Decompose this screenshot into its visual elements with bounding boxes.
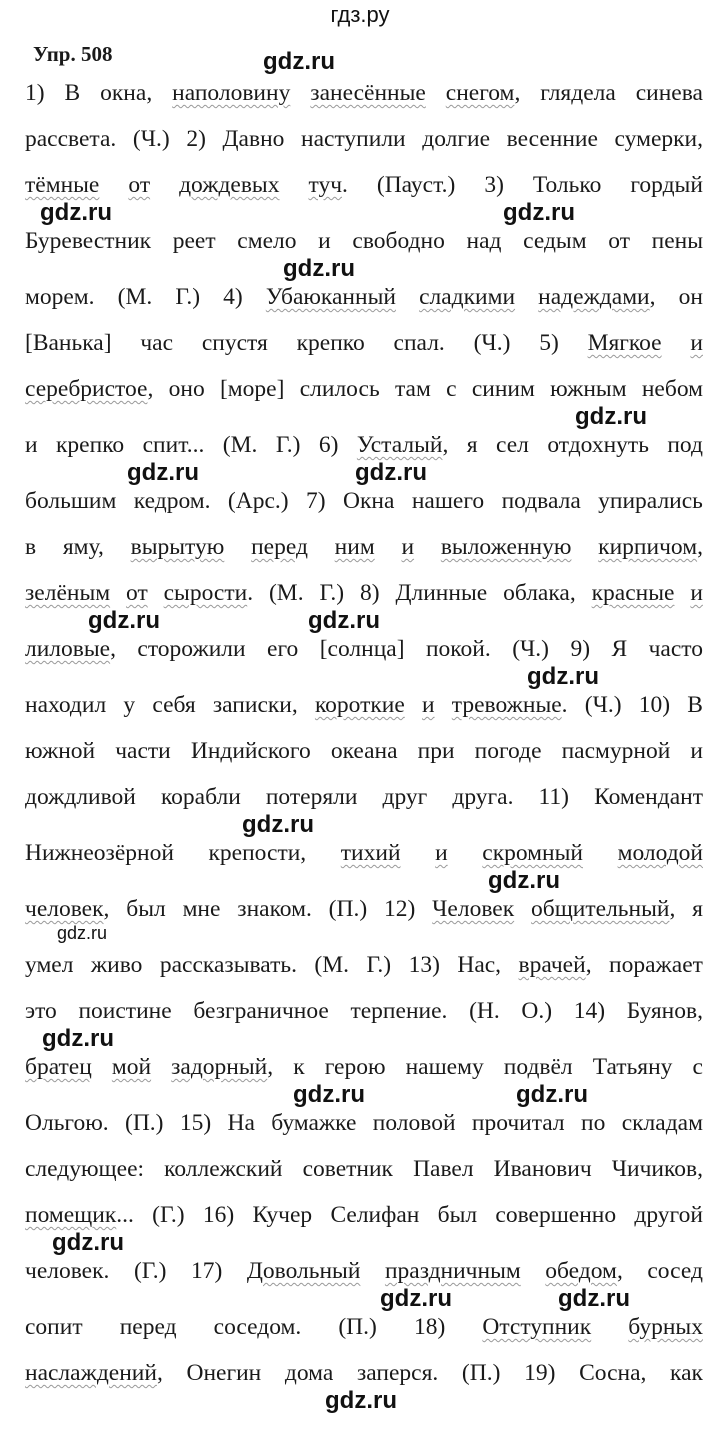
word: долгие [422,126,491,152]
word: безграничное [193,998,329,1024]
word: наслаждений, [25,1360,163,1386]
text-line [25,228,703,254]
word: дождевых [179,172,280,198]
word: О.) [521,998,553,1024]
word: весенние [506,126,598,152]
word: (Н. [469,998,500,1024]
word: Длинные [395,580,488,606]
word: и [690,738,703,764]
word: океана [330,738,398,764]
word: [солнца] [319,636,405,662]
watermark: gdz.ru [355,459,427,486]
word: Иванович [493,1156,592,1182]
word: гордый [630,172,703,198]
word: это [25,998,57,1024]
word: при [417,738,455,764]
word: оно [168,376,205,402]
word: серебристое, [25,376,154,402]
word: 18) [413,1314,446,1340]
text-line [25,1314,703,1340]
watermark: gdz.ru [283,255,355,282]
text-line [25,1156,703,1182]
watermark: gdz.ru [503,199,575,226]
word: (П.) [338,1314,377,1340]
word: молодой [617,840,703,866]
word: зелёным [25,580,111,606]
text-line [25,692,703,718]
word: кедром. [133,488,211,514]
word: ним [334,534,375,560]
word: находил [25,692,107,718]
word: седым [523,228,587,254]
word: облака, [503,580,576,606]
word: 9) [570,636,591,662]
word: 5) [539,330,559,356]
word: 13) [408,952,440,978]
word: был [126,896,166,922]
word: Я [611,636,628,662]
word: Довольный [246,1258,361,1284]
word: (Арс.) [227,488,289,514]
word: совершенно [495,1202,617,1228]
word: туч. [308,172,348,198]
word: там [394,376,431,402]
word: (П.) [461,1360,501,1386]
text-line [25,432,703,458]
word: Кучер [252,1202,313,1228]
text-line [25,126,703,152]
word: Г.) [366,952,392,978]
word: наступили [301,126,406,152]
word: помещик... [25,1202,134,1228]
text-line [25,896,703,922]
word: от [126,580,148,606]
word: человек, [25,896,110,922]
word: рассвета. [25,126,117,152]
word: Давно [222,126,285,152]
word: занесённые [310,80,426,106]
watermark: gdz.ru [558,1285,630,1312]
word: наполовину [172,80,291,106]
word: дождливой [25,784,136,810]
word: и [690,330,703,356]
word: пасмурной [561,738,671,764]
word: сырости. [163,580,254,606]
text-line [25,998,703,1024]
word: Онегин [186,1360,262,1386]
word: мне [182,896,221,922]
word: Мягкое [587,330,662,356]
word: тихий [340,840,401,866]
word: 11) [538,784,569,810]
word: прочитал [471,1110,565,1136]
watermark: gdz.ru [40,199,112,226]
word: другой [634,1202,703,1228]
word: (П.) [328,896,368,922]
text-line [25,738,703,764]
word: (М. [117,284,153,310]
word: заперся. [356,1360,439,1386]
word: В [64,80,81,106]
word: (Ч.) [584,692,622,718]
word: и [25,432,38,458]
word: Г.) [175,284,201,310]
word: Буревестник [25,228,152,254]
word: Буянов, [626,998,703,1024]
word: Селифан [330,1202,420,1228]
word: мой [111,1054,152,1080]
word: свободно [352,228,445,254]
word: выложенную [440,534,572,560]
text-line [25,1110,703,1136]
word: большим [25,488,117,514]
word: он [678,284,703,310]
watermark: gdz.ru [488,867,560,894]
word: надеждами, [538,284,656,310]
watermark: gdz.ru [308,607,380,634]
text-line [25,330,703,356]
watermark: gdz.ru [42,1025,114,1052]
word: я [692,896,703,922]
word: синева [635,80,703,106]
word: подвёл [503,1054,573,1080]
word: красные [591,580,675,606]
word: окна, [100,80,153,106]
word: себя [152,692,196,718]
word: небом [641,376,703,402]
word: (Г.) [152,1202,185,1228]
word: Только [532,172,602,198]
word: 2) [186,126,206,152]
word: Ольгою. [25,1110,109,1136]
word: сумерки, [614,126,703,152]
word: части [115,738,171,764]
word: отдохнуть [547,432,649,458]
word: Индийского [190,738,311,764]
word: спит... [142,432,205,458]
word: врачей, [518,952,592,978]
word: пены [651,228,703,254]
word: спал. [393,330,445,356]
word: 3) [484,172,504,198]
word: подвала [501,488,581,514]
word: складам [621,1110,703,1136]
word: задорный, [171,1054,274,1080]
word: корабли [160,784,241,810]
word: 1) [25,80,45,106]
watermark: gdz.ru [127,459,199,486]
word: лиловые, [25,636,116,662]
word: час [140,330,174,356]
word: 19) [524,1360,556,1386]
word: Татьяну [592,1054,673,1080]
word: перед [251,534,308,560]
word: Павел [413,1156,474,1182]
word: (Пауст.) [376,172,456,198]
word: коллежский [164,1156,283,1182]
text-line [25,636,703,662]
word: 14) [573,998,606,1024]
word: герою [324,1054,386,1080]
word: сладкими [419,284,516,310]
word: Человек [432,896,515,922]
word: нашего [411,488,485,514]
word: Г.) [319,580,345,606]
word: спустя [201,330,268,356]
word: крепости, [208,840,307,866]
text-line [25,284,703,310]
word: с [692,1054,703,1080]
word: 8) [360,580,380,606]
word: умел [25,952,74,978]
word: поистине [78,998,172,1024]
word: кирпичом, [598,534,703,560]
word: потеряли [265,784,358,810]
word: сосед [647,1258,703,1284]
word: от [608,228,630,254]
word: дома [284,1360,334,1386]
word: следующее: [25,1156,145,1182]
word: в [25,534,37,560]
word: к [293,1054,305,1080]
watermark: gdz.ru [293,1081,365,1108]
word: и [690,580,703,606]
word: скромный [482,840,583,866]
word: снегом, [445,80,521,106]
word: (П.) [125,1110,164,1136]
word: праздничным [384,1258,521,1284]
word: 4) [223,284,243,310]
word: записки, [212,692,298,718]
word: (М. [222,432,258,458]
text-line [25,172,703,198]
word: человек. [25,1258,110,1284]
word: [море] [219,376,285,402]
word: у [123,692,136,718]
word: нашему [405,1054,484,1080]
word: вырытую [130,534,225,560]
word: В [687,692,703,718]
site-header: гдз.ру [330,2,390,27]
word: южным [550,376,627,402]
text-line [25,840,703,866]
word: короткие [314,692,405,718]
text-line [25,534,703,560]
word: 10) [638,692,671,718]
word: 12) [384,896,416,922]
word: и [422,692,435,718]
word: перед [119,1314,177,1340]
word: Усталый, [356,432,449,458]
word: бурных [628,1314,703,1340]
word: (М. [314,952,350,978]
text-line [25,1202,703,1228]
word: братец [25,1054,92,1080]
watermark: gdz.ru [325,1387,397,1414]
word: (Ч.) [473,330,511,356]
word: над [466,228,502,254]
word: половой [372,1110,456,1136]
word: глядела [540,80,616,106]
word: погоде [474,738,542,764]
word: как [670,1360,703,1386]
word: тревожные. [451,692,568,718]
word: смело [237,228,297,254]
watermark: gdz.ru [380,1285,452,1312]
word: сторожили [137,636,246,662]
word: 7) [306,488,326,514]
word: синим [471,376,535,402]
word: Отступник [482,1314,592,1340]
text-line [25,1258,703,1284]
word: (Ч.) [512,636,549,662]
word: советник [302,1156,393,1182]
word: бумажке [271,1110,357,1136]
word: покой. [425,636,491,662]
word: терпение. [350,998,448,1024]
word: друга. [452,784,514,810]
word: Чичиков, [611,1156,703,1182]
word: 16) [202,1202,235,1228]
word: его [267,636,299,662]
text-line [25,488,703,514]
word: я [466,432,478,458]
text-line [25,784,703,810]
word: 6) [318,432,339,458]
text-line [25,580,703,606]
word: был [437,1202,478,1228]
word: Сосна, [579,1360,647,1386]
word: (Г.) [133,1258,167,1284]
text-line [25,1360,703,1386]
word: сел [496,432,529,458]
word: реет [172,228,216,254]
word: Нас, [457,952,502,978]
watermark: gdz.ru [52,1229,124,1256]
watermark: gdz.ru [88,607,160,634]
word: по [581,1110,606,1136]
text-line [25,1054,703,1080]
word: упирались [598,488,703,514]
watermark: gdz.ru [575,403,647,430]
exercise-title: Упр. 508 [33,42,113,66]
word: Нижнеозёрной [25,840,174,866]
word: и [401,534,415,560]
word: с [446,376,457,402]
word: тёмные [25,172,100,198]
word: крепко [296,330,365,356]
watermark-small: gdz.ru [57,923,108,943]
word: 15) [179,1110,212,1136]
word: друг [382,784,428,810]
word: слилось [299,376,380,402]
word: крепко [56,432,125,458]
word: и [435,840,448,866]
word: знаком. [237,896,312,922]
word: южной [25,738,96,764]
word: живо [90,952,143,978]
word: часто [648,636,703,662]
watermark: gdz.ru [263,48,335,75]
word: под [667,432,703,458]
text-line [25,80,703,106]
word: поражает [609,952,703,978]
word: На [227,1110,255,1136]
word: яму, [62,534,104,560]
word: Убаюканный [265,284,396,310]
word: и [318,228,331,254]
word: обедом, [545,1258,623,1284]
watermark: gdz.ru [516,1081,588,1108]
word: сопит [25,1314,83,1340]
word: общительный, [530,896,676,922]
word: соседом. [213,1314,302,1340]
text-line [25,376,703,402]
word: Г.) [275,432,301,458]
exercise-text [25,80,703,1416]
word: Комендант [594,784,703,810]
word: рассказывать. [159,952,297,978]
word: от [128,172,151,198]
text-line [25,952,703,978]
word: Окна [343,488,395,514]
watermark: gdz.ru [527,663,599,690]
word: 17) [190,1258,223,1284]
word: морем. [25,284,95,310]
word: [Ванька] [25,330,112,356]
word: (Ч.) [132,126,170,152]
word: (М. [268,580,304,606]
watermark: gdz.ru [242,811,314,838]
